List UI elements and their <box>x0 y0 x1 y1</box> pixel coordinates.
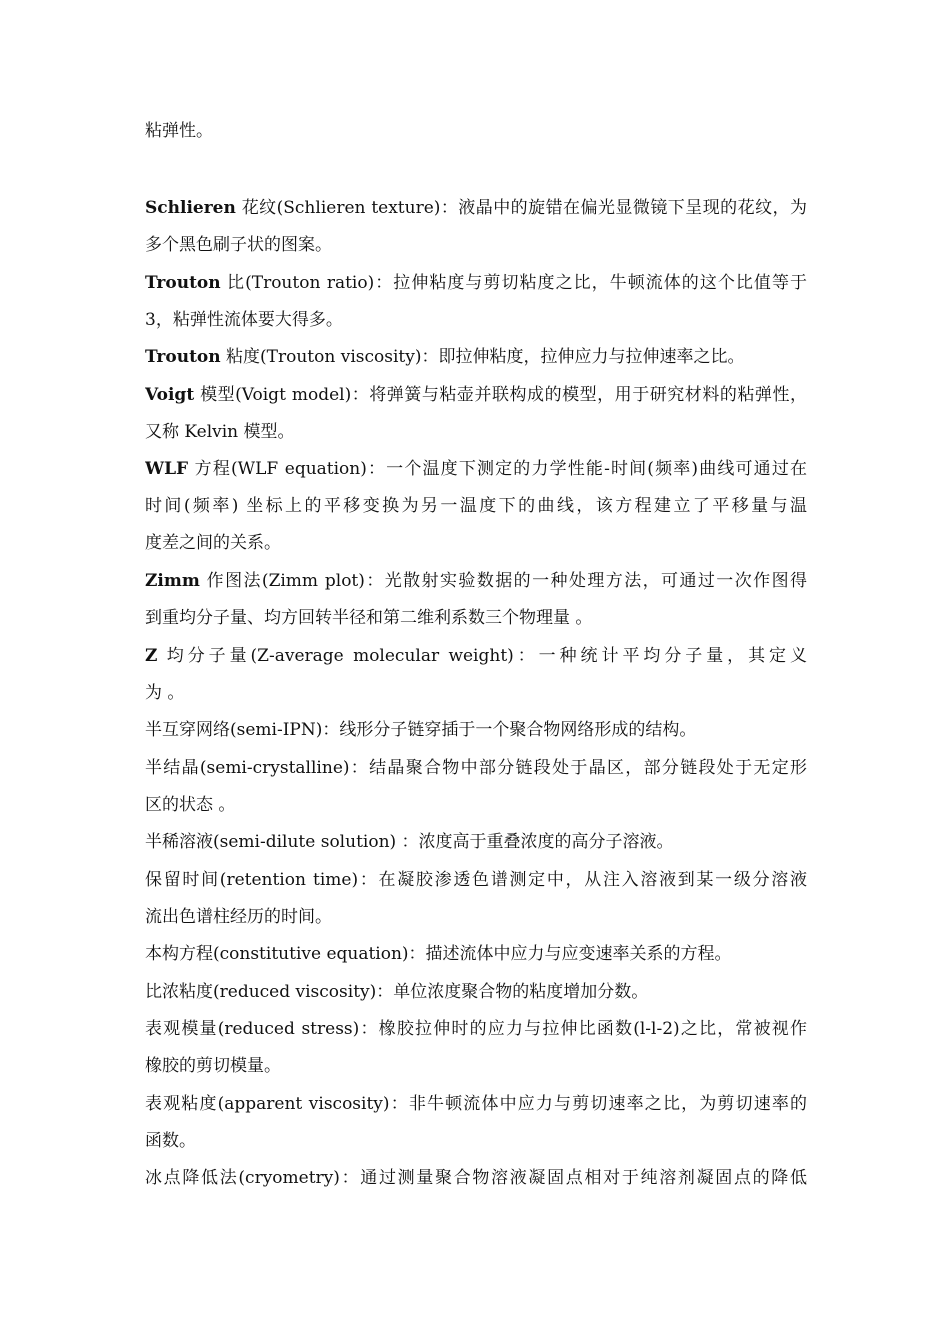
term-bold: Trouton <box>145 347 221 367</box>
glossary-entry-trouton-ratio <box>145 271 807 295</box>
glossary-entry-apparent-viscosity: 表观粘度(apparent viscosity)：非牛顿流体中应力与剪切速率之比，为剪切速率的 <box>145 1094 807 1114</box>
glossary-entry-semi-ipn: 半互穿网络(semi-IPN)：线形分子链穿插于一个聚合物网络形成的结构。 <box>145 720 697 740</box>
glossary-entry-semi-crystalline: 半结晶(semi-crystalline)：结晶聚合物中部分链段处于晶区，部分链段处于无定形 <box>145 758 807 778</box>
definition-text: 模型(Voigt model)：将弹簧与粘壶并联构成的模型，用于研究材料的粘弹性， <box>194 385 807 405</box>
term-bold: Trouton <box>145 273 221 293</box>
text-line: 粘弹性。 <box>145 121 213 141</box>
definition-text: 方程(WLF equation)：一个温度下测定的力学性能-时间(频率)曲线可通过在 <box>188 459 807 479</box>
text-line: 为 。 <box>145 683 185 703</box>
glossary-entry-reduced-stress: 表观模量(reduced stress)：橡胶拉伸时的应力与拉伸比函数(l-l-2)之比，常被视作 <box>145 1019 807 1039</box>
text-line: 3，粘弹性流体要大得多。 <box>145 310 343 330</box>
definition-text: 比(Trouton ratio)：拉伸粘度与剪切粘度之比，牛顿流体的这个比值等于 <box>220 273 807 293</box>
glossary-entry-trouton-viscosity <box>145 345 807 369</box>
term-bold: Z <box>145 646 158 666</box>
glossary-entry-retention-time: 保留时间(retention time)：在凝胶渗透色谱测定中，从注入溶液到某一级分溶液 <box>145 870 807 890</box>
term-bold: WLF <box>145 459 189 479</box>
definition-text: 花纹(Schlieren texture)：液晶中的旋错在偏光显微镜下呈现的花纹，为 <box>235 198 807 218</box>
glossary-entry-wlf <box>145 457 807 481</box>
glossary-entry-voigt <box>145 383 807 407</box>
text-line: 到重均分子量、均方回转半径和第二维利系数三个物理量 。 <box>145 608 593 628</box>
text-line: 流出色谱柱经历的时间。 <box>145 907 332 927</box>
glossary-entry-cryometry: 冰点降低法(cryometry)：通过测量聚合物溶液凝固点相对于纯溶剂凝固点的降低 <box>145 1168 807 1188</box>
text-line: 区的状态 。 <box>145 795 236 815</box>
term-bold: Zimm <box>145 571 200 591</box>
term-bold: Schlieren <box>145 198 236 218</box>
text-line: 橡胶的剪切模量。 <box>145 1056 281 1076</box>
text-line: 又称 Kelvin 模型。 <box>145 422 295 442</box>
glossary-entry-reduced-viscosity: 比浓粘度(reduced viscosity)：单位浓度聚合物的粘度增加分数。 <box>145 982 649 1002</box>
glossary-entry-constitutive: 本构方程(constitutive equation)：描述流体中应力与应变速率关系的方程。 <box>145 944 732 964</box>
definition-text: 作图法(Zimm plot)：光散射实验数据的一种处理方法，可通过一次作图得 <box>199 571 807 591</box>
definition-text: 粘度(Trouton viscosity)：即拉伸粘度，拉伸应力与拉伸速率之比。 <box>220 347 745 367</box>
glossary-entry-zimm <box>145 569 807 593</box>
glossary-entry-semi-dilute: 半稀溶液(semi-dilute solution) ：浓度高于重叠浓度的高分子溶液。 <box>145 832 674 852</box>
definition-text: 均分子量(Z-average molecular weight)：一种统计平均分子量，其定义 <box>157 646 807 666</box>
text-line: 多个黑色刷子状的图案。 <box>145 235 332 255</box>
text-line: 函数。 <box>145 1131 196 1151</box>
text-line: 度差之间的关系。 <box>145 533 281 553</box>
glossary-entry-schlieren <box>145 196 807 220</box>
text-line: 时间(频率) 坐标上的平移变换为另一温度下的曲线，该方程建立了平移量与温 <box>145 496 807 516</box>
term-bold: Voigt <box>145 385 195 405</box>
glossary-entry-z-average <box>145 644 807 668</box>
